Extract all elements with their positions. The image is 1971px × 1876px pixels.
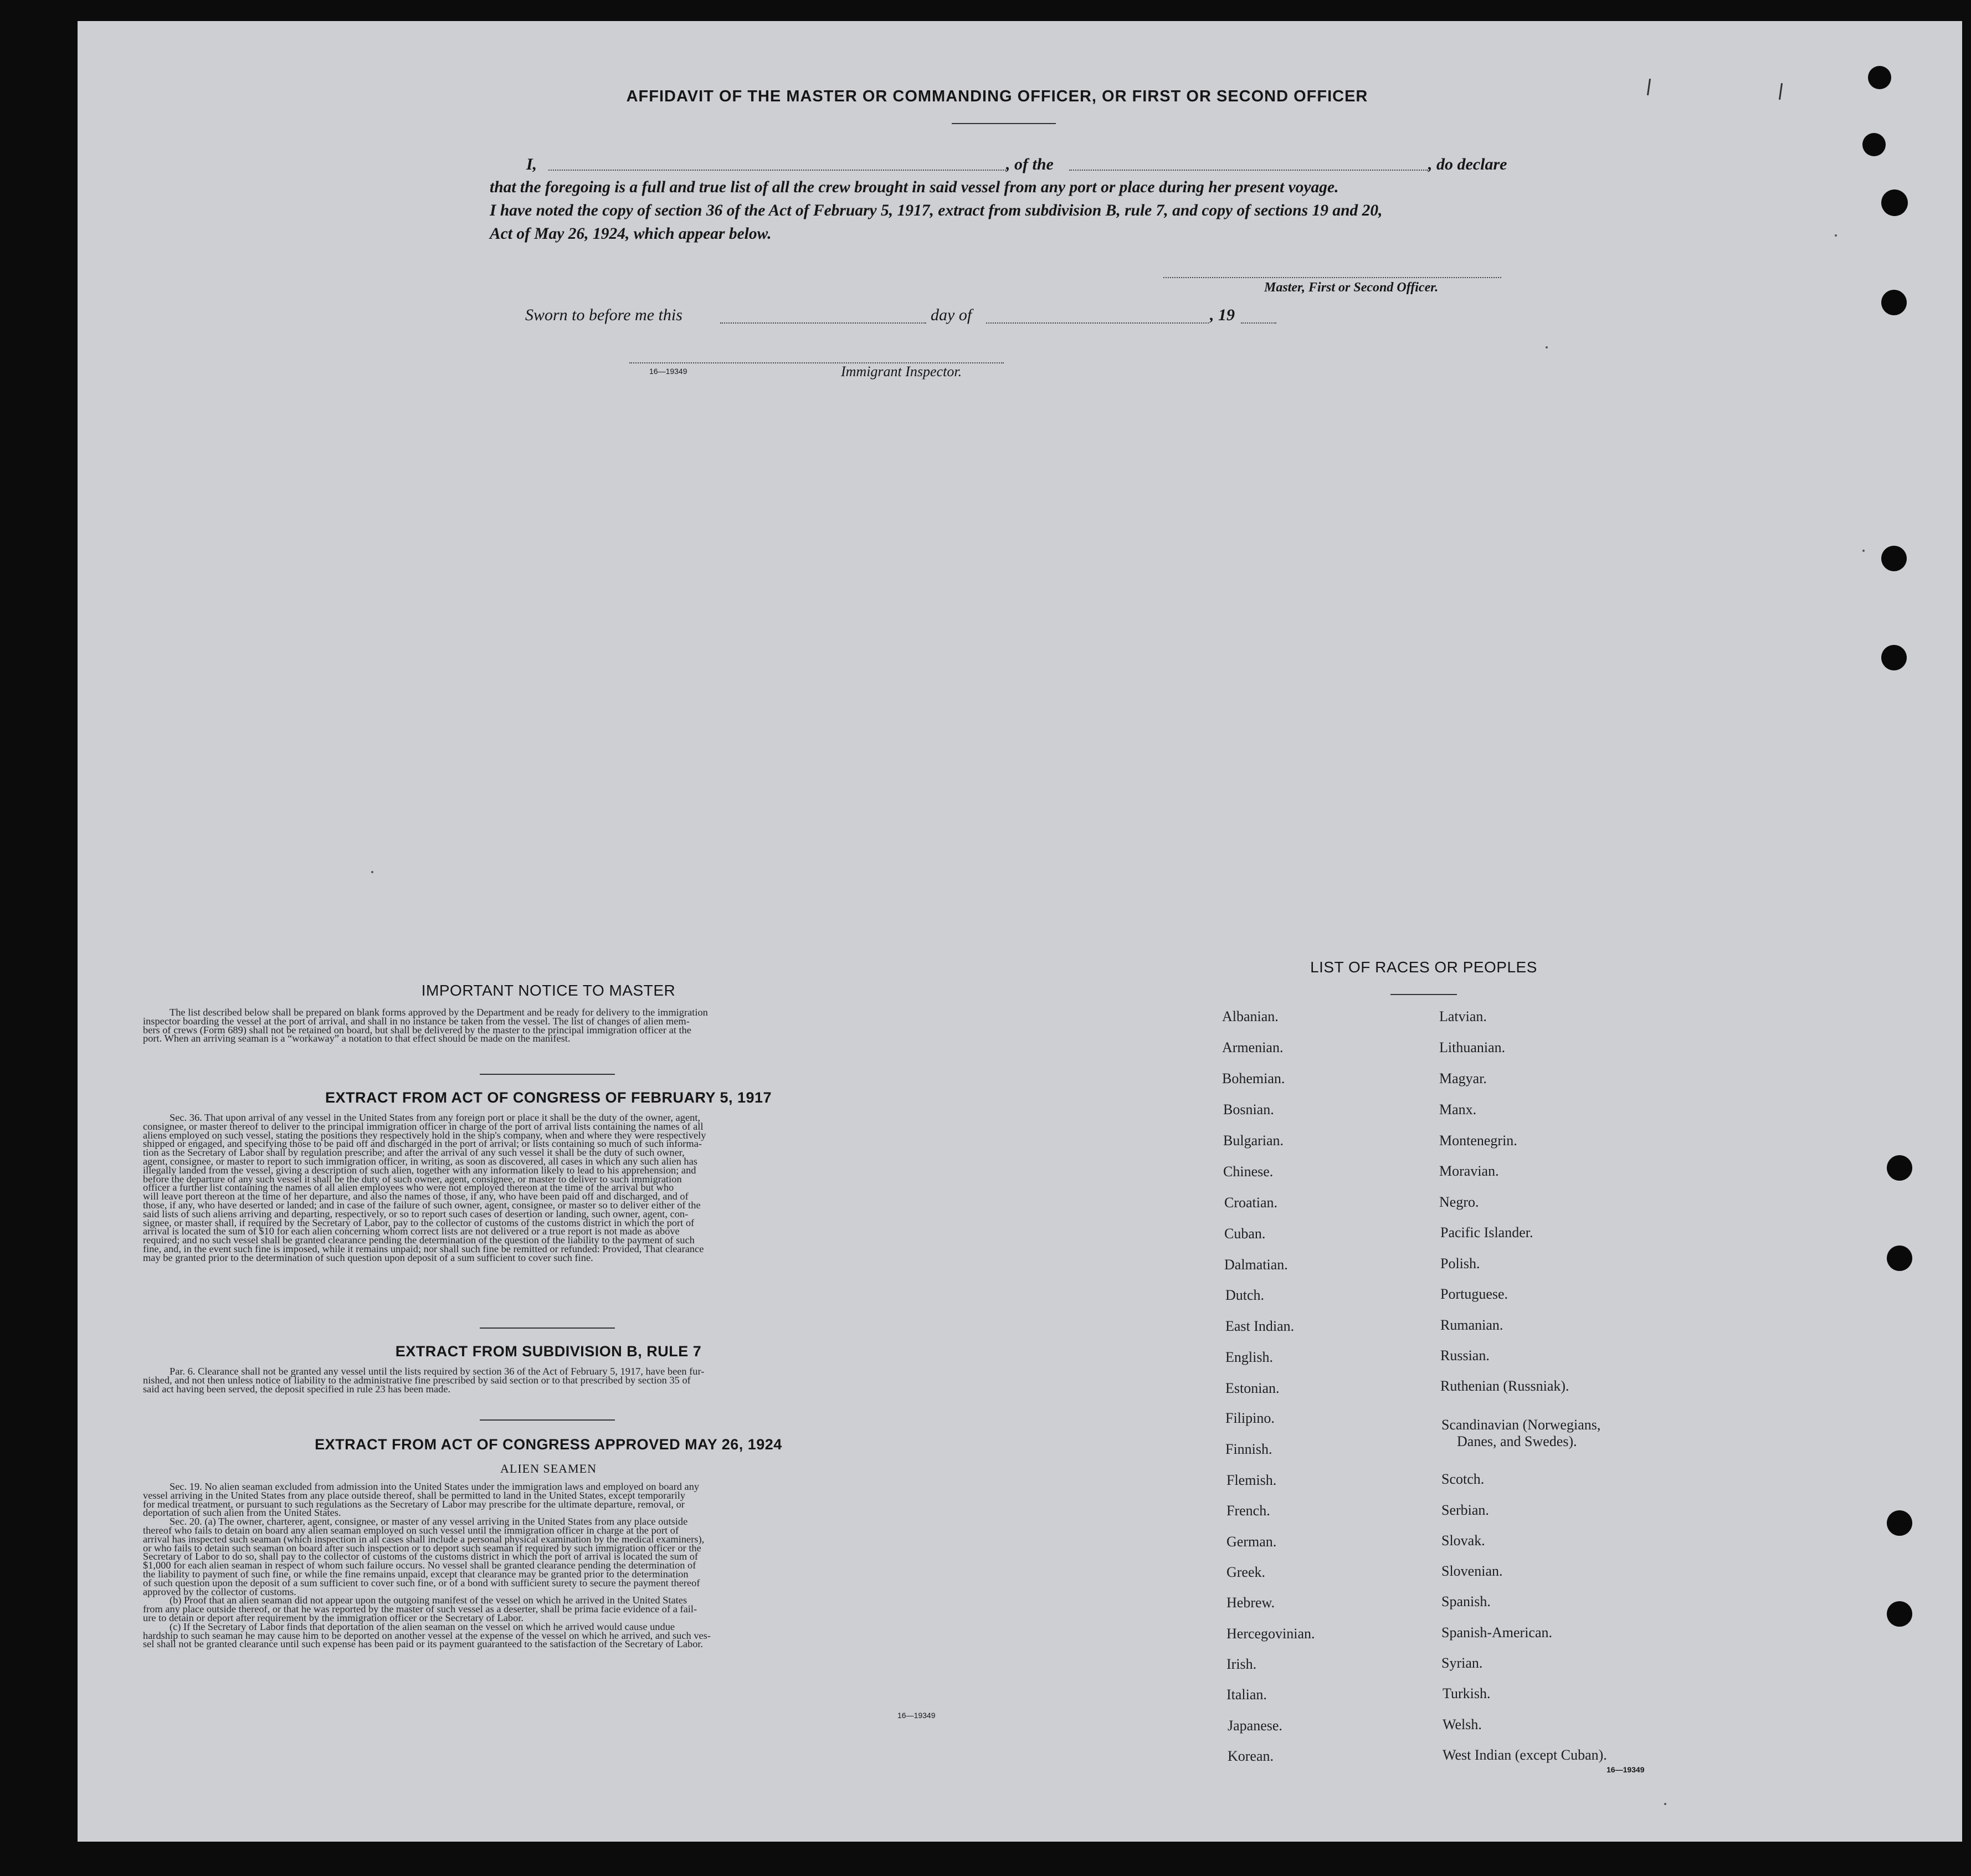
alien-seamen-subtitle: ALIEN SEAMEN — [500, 1462, 597, 1475]
law-line: or who fails to detain such seaman on board after such inspection or to deport such seaman if required by such immigration officer or the — [143, 1542, 701, 1554]
law-line: (c) If the Secretary of Labor finds that deportation of the alien seaman on the vessel on which he arrived would cause undue — [170, 1621, 675, 1632]
race-item: Latvian. — [1439, 1008, 1487, 1024]
punch-hole — [1881, 189, 1908, 216]
sworn-label: Sworn to before me this — [525, 306, 682, 324]
punch-hole — [1868, 66, 1891, 89]
law-line: may be granted prior to the determination of such question upon deposit of a sum sufficient to cover such fine. — [143, 1252, 593, 1263]
extract-rule7-text — [143, 1367, 952, 1393]
notice-line: port. When an arriving seaman is a “workaway” a notation to that effect should be made on the manifest. — [143, 1033, 571, 1044]
notice-line: inspector boarding the vessel at the port of arrival, and shall in no instance be taken from the vessel. The list of changes of alien mem- — [143, 1015, 690, 1027]
scan-mark — [371, 871, 373, 873]
punch-hole — [1887, 1245, 1912, 1271]
officer-signature-field[interactable] — [1163, 277, 1501, 278]
punch-hole — [1862, 133, 1886, 156]
title-rule — [952, 123, 1056, 124]
law-line: the liability to payment of such fine, or while the fine remains unpaid, except that clearance may be granted prior to the determination — [143, 1568, 689, 1580]
race-item: Lithuanian. — [1439, 1039, 1506, 1055]
law-line: of such question upon the deposit of a sum sufficient to cover such fine, or of a bond with sufficient surety to secure the payment thereof — [143, 1577, 700, 1588]
law-line: said lists of such aliens arriving and departing, respectively, or so to report such cases of desertion or landing, such owner, agent, con- — [143, 1208, 689, 1219]
law-line: Sec. 19. No alien seaman excluded from admission into the United States under the immigration laws and employed on board any — [170, 1481, 700, 1492]
affidavit-i-label: I, — [526, 155, 537, 173]
punch-hole — [1881, 645, 1907, 670]
race-item: Bulgarian. — [1223, 1132, 1284, 1149]
law-line: $1,000 for each alien seaman in respect of whom such failure occurs. No vessel shall be granted clearance pending the determination of — [143, 1560, 696, 1571]
race-item: Slovak. — [1441, 1532, 1485, 1549]
title-rule — [1390, 994, 1457, 995]
race-item: Irish. — [1226, 1656, 1257, 1672]
affidavit-declare-label: , do declare — [1428, 155, 1507, 173]
section-rule — [480, 1419, 615, 1421]
punch-hole — [1887, 1155, 1912, 1181]
notice-line: The list described below shall be prepared on blank forms approved by the Department and be ready for delivery to the immigration — [170, 1007, 708, 1018]
law-line: before the departure of any such vessel it shall be the duty of such owner, agent, consignee, or master to deliver to such immigration — [143, 1173, 682, 1185]
race-item: West Indian (except Cuban). — [1443, 1747, 1607, 1763]
law-line: aliens employed on such vessel, stating the positions they respectively hold in the ship's company, when and where they were respectively — [143, 1129, 706, 1141]
law-line: arrival has inspected such seaman (which inspection in all cases shall include a personal physical examination by the medical examiners), — [143, 1533, 705, 1545]
extract-1924-text — [143, 1483, 952, 1649]
affidavit-line-3: I have noted the copy of section 36 of the Act of February 5, 1917, extract from subdivision B, rule 7, and copy of sections 19 and 20, — [490, 202, 1383, 219]
law-line: deportation of such alien from the United States. — [143, 1507, 341, 1519]
race-item: Bohemian. — [1222, 1070, 1285, 1086]
scan-mark — [1835, 234, 1837, 237]
form-number: 16—19349 — [897, 1711, 936, 1720]
affidavit-of-label: , of the — [1006, 155, 1054, 173]
race-item: Slovenian. — [1441, 1563, 1503, 1579]
law-line: fine, and, in the event such fine is imposed, while it remains unpaid; nor shall such fine be remitted or refunded: Provided, That clearance — [143, 1243, 704, 1254]
race-item: Scotch. — [1441, 1471, 1485, 1487]
law-line: arrival is located the sum of $10 for each alien concerning whom correct lists are not delivered or a true report is not made as above — [143, 1226, 680, 1237]
race-item: Cuban. — [1224, 1226, 1266, 1242]
race-item: Korean. — [1228, 1748, 1274, 1764]
race-item: Syrian. — [1441, 1655, 1483, 1671]
race-item: Dutch. — [1225, 1287, 1265, 1303]
law-line: required; and no such vessel shall be granted clearance pending the determination of the question of the liability to the payment of such — [143, 1234, 695, 1246]
race-item: Italian. — [1226, 1687, 1267, 1703]
law-line: Par. 6. Clearance shall not be granted any vessel until the lists required by section 36 of the Act of February 5, 1917, have been fur- — [170, 1366, 705, 1377]
race-item: Bosnian. — [1223, 1101, 1274, 1118]
race-item: Croatian. — [1224, 1195, 1278, 1211]
punch-hole — [1881, 290, 1907, 315]
law-line: consignee, or master thereof to deliver to the principal immigration officer in charge of the port of arrival lists containing the names of all — [143, 1120, 704, 1132]
year-label: , 19 — [1210, 306, 1235, 324]
law-line: those, if any, who have deserted or landed; and in case of the failure of such owner, agent, consignee, or master so to deliver either of the — [143, 1199, 701, 1211]
law-line: nished, and not then unless notice of liability to the administrative fine prescribed by said section or to that prescribed by section 35 of — [143, 1374, 691, 1386]
race-item: Moravian. — [1439, 1163, 1499, 1179]
race-item: Montenegrin. — [1439, 1132, 1517, 1149]
race-item: Danes, and Swedes). — [1457, 1433, 1577, 1449]
notice-line: bers of crews (Form 689) shall not be retained on board, but shall be delivered by the master to the principal immigration officer at the — [143, 1024, 691, 1036]
race-item: Serbian. — [1441, 1502, 1489, 1518]
law-line: agent, consignee, or master to report to such immigration officer, in writing, as soon as discovered, all cases in which any such alien has — [143, 1155, 697, 1167]
day-of-label: day of — [931, 306, 972, 324]
race-item: Albanian. — [1222, 1008, 1279, 1024]
race-item: Portuguese. — [1440, 1286, 1508, 1302]
law-line: will leave port thereon at the time of her departure, and also the names of those, if any, who have been paid off and discharged, and of — [143, 1191, 689, 1202]
race-item: Polish. — [1440, 1255, 1480, 1272]
law-line: approved by the collector of customs. — [143, 1586, 296, 1597]
extract-1917-title: EXTRACT FROM ACT OF CONGRESS OF FEBRUARY 5, 1917 — [325, 1089, 772, 1106]
race-item: Estonian. — [1225, 1380, 1280, 1396]
law-line: tion as the Secretary of Labor shall by regulation prescribe; and after the arrival of any such vessel it shall be the duty of such owner, — [143, 1147, 685, 1159]
extract-rule7-title: EXTRACT FROM SUBDIVISION B, RULE 7 — [395, 1343, 702, 1360]
race-item: Hercegovinian. — [1226, 1626, 1315, 1642]
punch-hole — [1887, 1510, 1912, 1536]
race-item: Hebrew. — [1226, 1595, 1275, 1611]
sworn-year-field[interactable] — [1241, 322, 1276, 324]
race-item: Japanese. — [1228, 1718, 1282, 1734]
notice-title: IMPORTANT NOTICE TO MASTER — [421, 982, 676, 999]
race-item: Spanish-American. — [1441, 1624, 1553, 1641]
race-item: Turkish. — [1443, 1685, 1491, 1701]
law-line: ure to detain or deport after requirement by the immigration officer or the Secretary of Labor. — [143, 1612, 523, 1623]
law-line: vessel arriving in the United States from any place outside thereof, shall be permitted to land in the United States, except temporarily — [143, 1489, 686, 1501]
race-item: Flemish. — [1226, 1472, 1277, 1488]
section-rule — [480, 1074, 615, 1075]
race-item: Dalmatian. — [1224, 1257, 1288, 1273]
inspector-label: Immigrant Inspector. — [841, 363, 962, 380]
affidavit-line-2: that the foregoing is a full and true list of all the crew brought in said vessel from any port or place during her present voyage. — [490, 178, 1339, 196]
race-item: Manx. — [1439, 1101, 1477, 1118]
law-line: signee, or master shall, if required by the Secretary of Labor, pay to the collector of customs of the customs district in which the port of — [143, 1217, 695, 1228]
law-line: shipped or engaged, and specifying those to be paid off and discharged in the port of arrival; or lists containing so much of such informa- — [143, 1138, 702, 1150]
race-item: Chinese. — [1223, 1163, 1274, 1180]
punch-hole — [1887, 1601, 1912, 1627]
races-title: LIST OF RACES OR PEOPLES — [1310, 958, 1537, 976]
vessel-name-field[interactable] — [1069, 170, 1428, 171]
officer-label: Master, First or Second Officer. — [1264, 280, 1439, 295]
sworn-date-field[interactable] — [720, 322, 926, 324]
scan-mark — [1862, 550, 1865, 552]
law-line: hardship to such seaman he may cause him to be deported on another vessel at the expense of the vessel on which he arrived, and such ves- — [143, 1629, 711, 1641]
law-line: thereof who fails to detain on board any alien seaman employed on such vessel until the immigration officer in charge at the port of — [143, 1524, 679, 1536]
race-item: Pacific Islander. — [1440, 1224, 1533, 1241]
law-line: (b) Proof that an alien seaman did not appear upon the outgoing manifest of the vessel on which he arrived in the United States — [170, 1595, 687, 1606]
race-item: Spanish. — [1441, 1593, 1491, 1610]
law-line: Secretary of Labor to do so, shall pay to the collector of customs of the customs district in which the port of arrival is located the sum of — [143, 1551, 699, 1562]
law-line: Sec. 20. (a) The owner, charterer, agent, consignee, or master of any vessel arriving in the United States from any place outside — [170, 1516, 688, 1528]
notice-text — [143, 1008, 952, 1043]
punch-hole — [1881, 546, 1907, 571]
race-item: German. — [1226, 1534, 1277, 1550]
race-item: Russian. — [1440, 1347, 1490, 1364]
section-rule — [480, 1327, 615, 1329]
race-item: East Indian. — [1225, 1318, 1295, 1334]
race-item: Rumanian. — [1440, 1317, 1503, 1333]
race-item: Armenian. — [1222, 1039, 1284, 1055]
extract-1924-title: EXTRACT FROM ACT OF CONGRESS APPROVED MAY 26, 1924 — [315, 1436, 782, 1453]
declarant-name-field[interactable] — [548, 170, 1006, 171]
race-item: Scandinavian (Norwegians, — [1441, 1417, 1601, 1433]
sworn-month-field[interactable] — [986, 322, 1209, 324]
law-line: illegally landed from the vessel, giving a description of such alien, together with any information likely to lead to his apprehension; and — [143, 1164, 696, 1176]
race-item: Filipino. — [1225, 1410, 1275, 1426]
scan-mark — [1546, 346, 1548, 348]
race-item: Negro. — [1439, 1194, 1479, 1210]
race-item: English. — [1225, 1349, 1273, 1365]
law-line: said act having been served, the deposit specified in rule 23 has been made. — [143, 1383, 451, 1395]
law-line: from any place outside thereof, or that he was reported by the master of such vessel as a deserter, shall be prima facie evidence of a fail- — [143, 1603, 697, 1615]
affidavit-title: AFFIDAVIT OF THE MASTER OR COMMANDING OFFICER, OR FIRST OR SECOND OFFICER — [626, 88, 1368, 105]
scan-mark — [1664, 1803, 1666, 1805]
race-item: Finnish. — [1225, 1441, 1272, 1457]
law-line: Sec. 36. That upon arrival of any vessel in the United States from any foreign port or place it shall be the duty of the owner, agent, — [170, 1112, 701, 1123]
extract-1917-text — [143, 1114, 952, 1263]
form-number: 16—19349 — [649, 367, 687, 376]
race-item: Ruthenian (Russniak). — [1440, 1378, 1569, 1394]
race-item: Welsh. — [1443, 1716, 1482, 1733]
law-line: sel shall not be granted clearance until such expense has been paid or its payment guaranteed to the satisfaction of the Secretary of Labor. — [143, 1638, 704, 1650]
form-number: 16—19349 — [1606, 1765, 1645, 1774]
affidavit-line-4: Act of May 26, 1924, which appear below. — [490, 225, 772, 243]
law-line: officer a further list containing the names of all alien employees who were not employed thereon at the time of the arrival but who — [143, 1182, 674, 1193]
race-item: Greek. — [1226, 1564, 1266, 1580]
race-item: French. — [1226, 1503, 1270, 1519]
law-line: for medical treatment, or pursuant to such regulations as the Secretary of Labor may prescribe for the ultimate departure, removal, or — [143, 1498, 685, 1510]
race-item: Magyar. — [1439, 1070, 1487, 1086]
